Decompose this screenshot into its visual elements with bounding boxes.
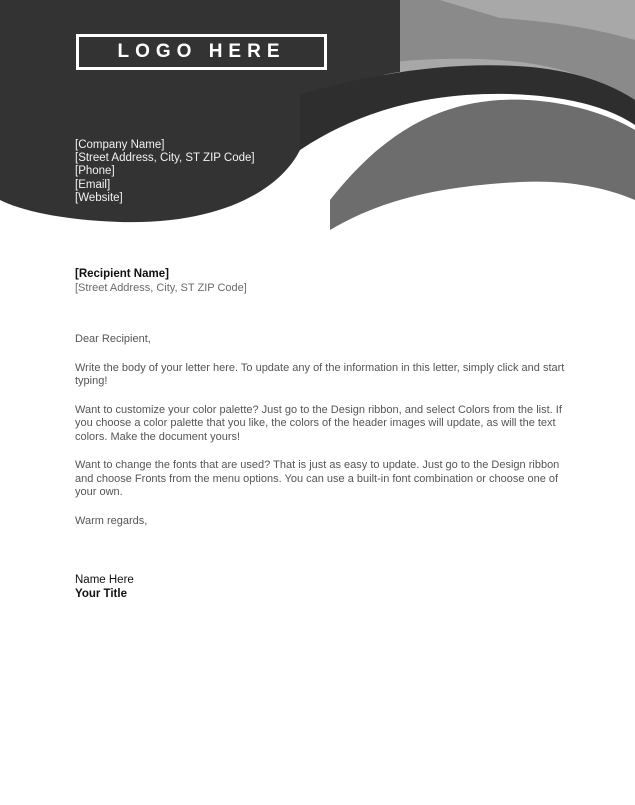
letterhead-banner — [0, 0, 635, 230]
company-name: [Company Name] — [75, 139, 165, 151]
company-phone: [Phone] — [75, 165, 115, 178]
greeting: Dear Recipient, — [75, 333, 151, 345]
paragraph-3: Want to change the fonts that are used? That is just as easy to update. Just go to the Design ribbon and choose Fronts from the menu options. You can use a built-in font combination or choose one of your own. — [75, 459, 560, 498]
company-website: [Website] — [75, 191, 123, 204]
logo-placeholder: LOGO HERE — [76, 34, 327, 70]
recipient-name: [Recipient Name] — [75, 268, 169, 280]
company-address: [Street Address, City, ST ZIP Code] — [75, 152, 255, 165]
paragraph-1: Write the body of your letter here. To update any of the information in this letter, simply click and start typing! — [75, 361, 565, 387]
sender-name: Name Here — [75, 574, 134, 586]
company-info — [75, 139, 255, 205]
closing: Warm regards, — [75, 514, 148, 527]
sender-title: Your Title — [75, 587, 127, 600]
paragraph-2: Want to customize your color palette? Just go to the Design ribbon, and select Colors from the list. If you choose a color palette that you like, the colors of the header images will update, as will the text colors. Make the document yours! — [75, 403, 562, 443]
letter-body — [75, 268, 565, 601]
company-email: [Email] — [75, 178, 111, 191]
recipient-address: [Street Address, City, ST ZIP Code] — [75, 281, 247, 294]
